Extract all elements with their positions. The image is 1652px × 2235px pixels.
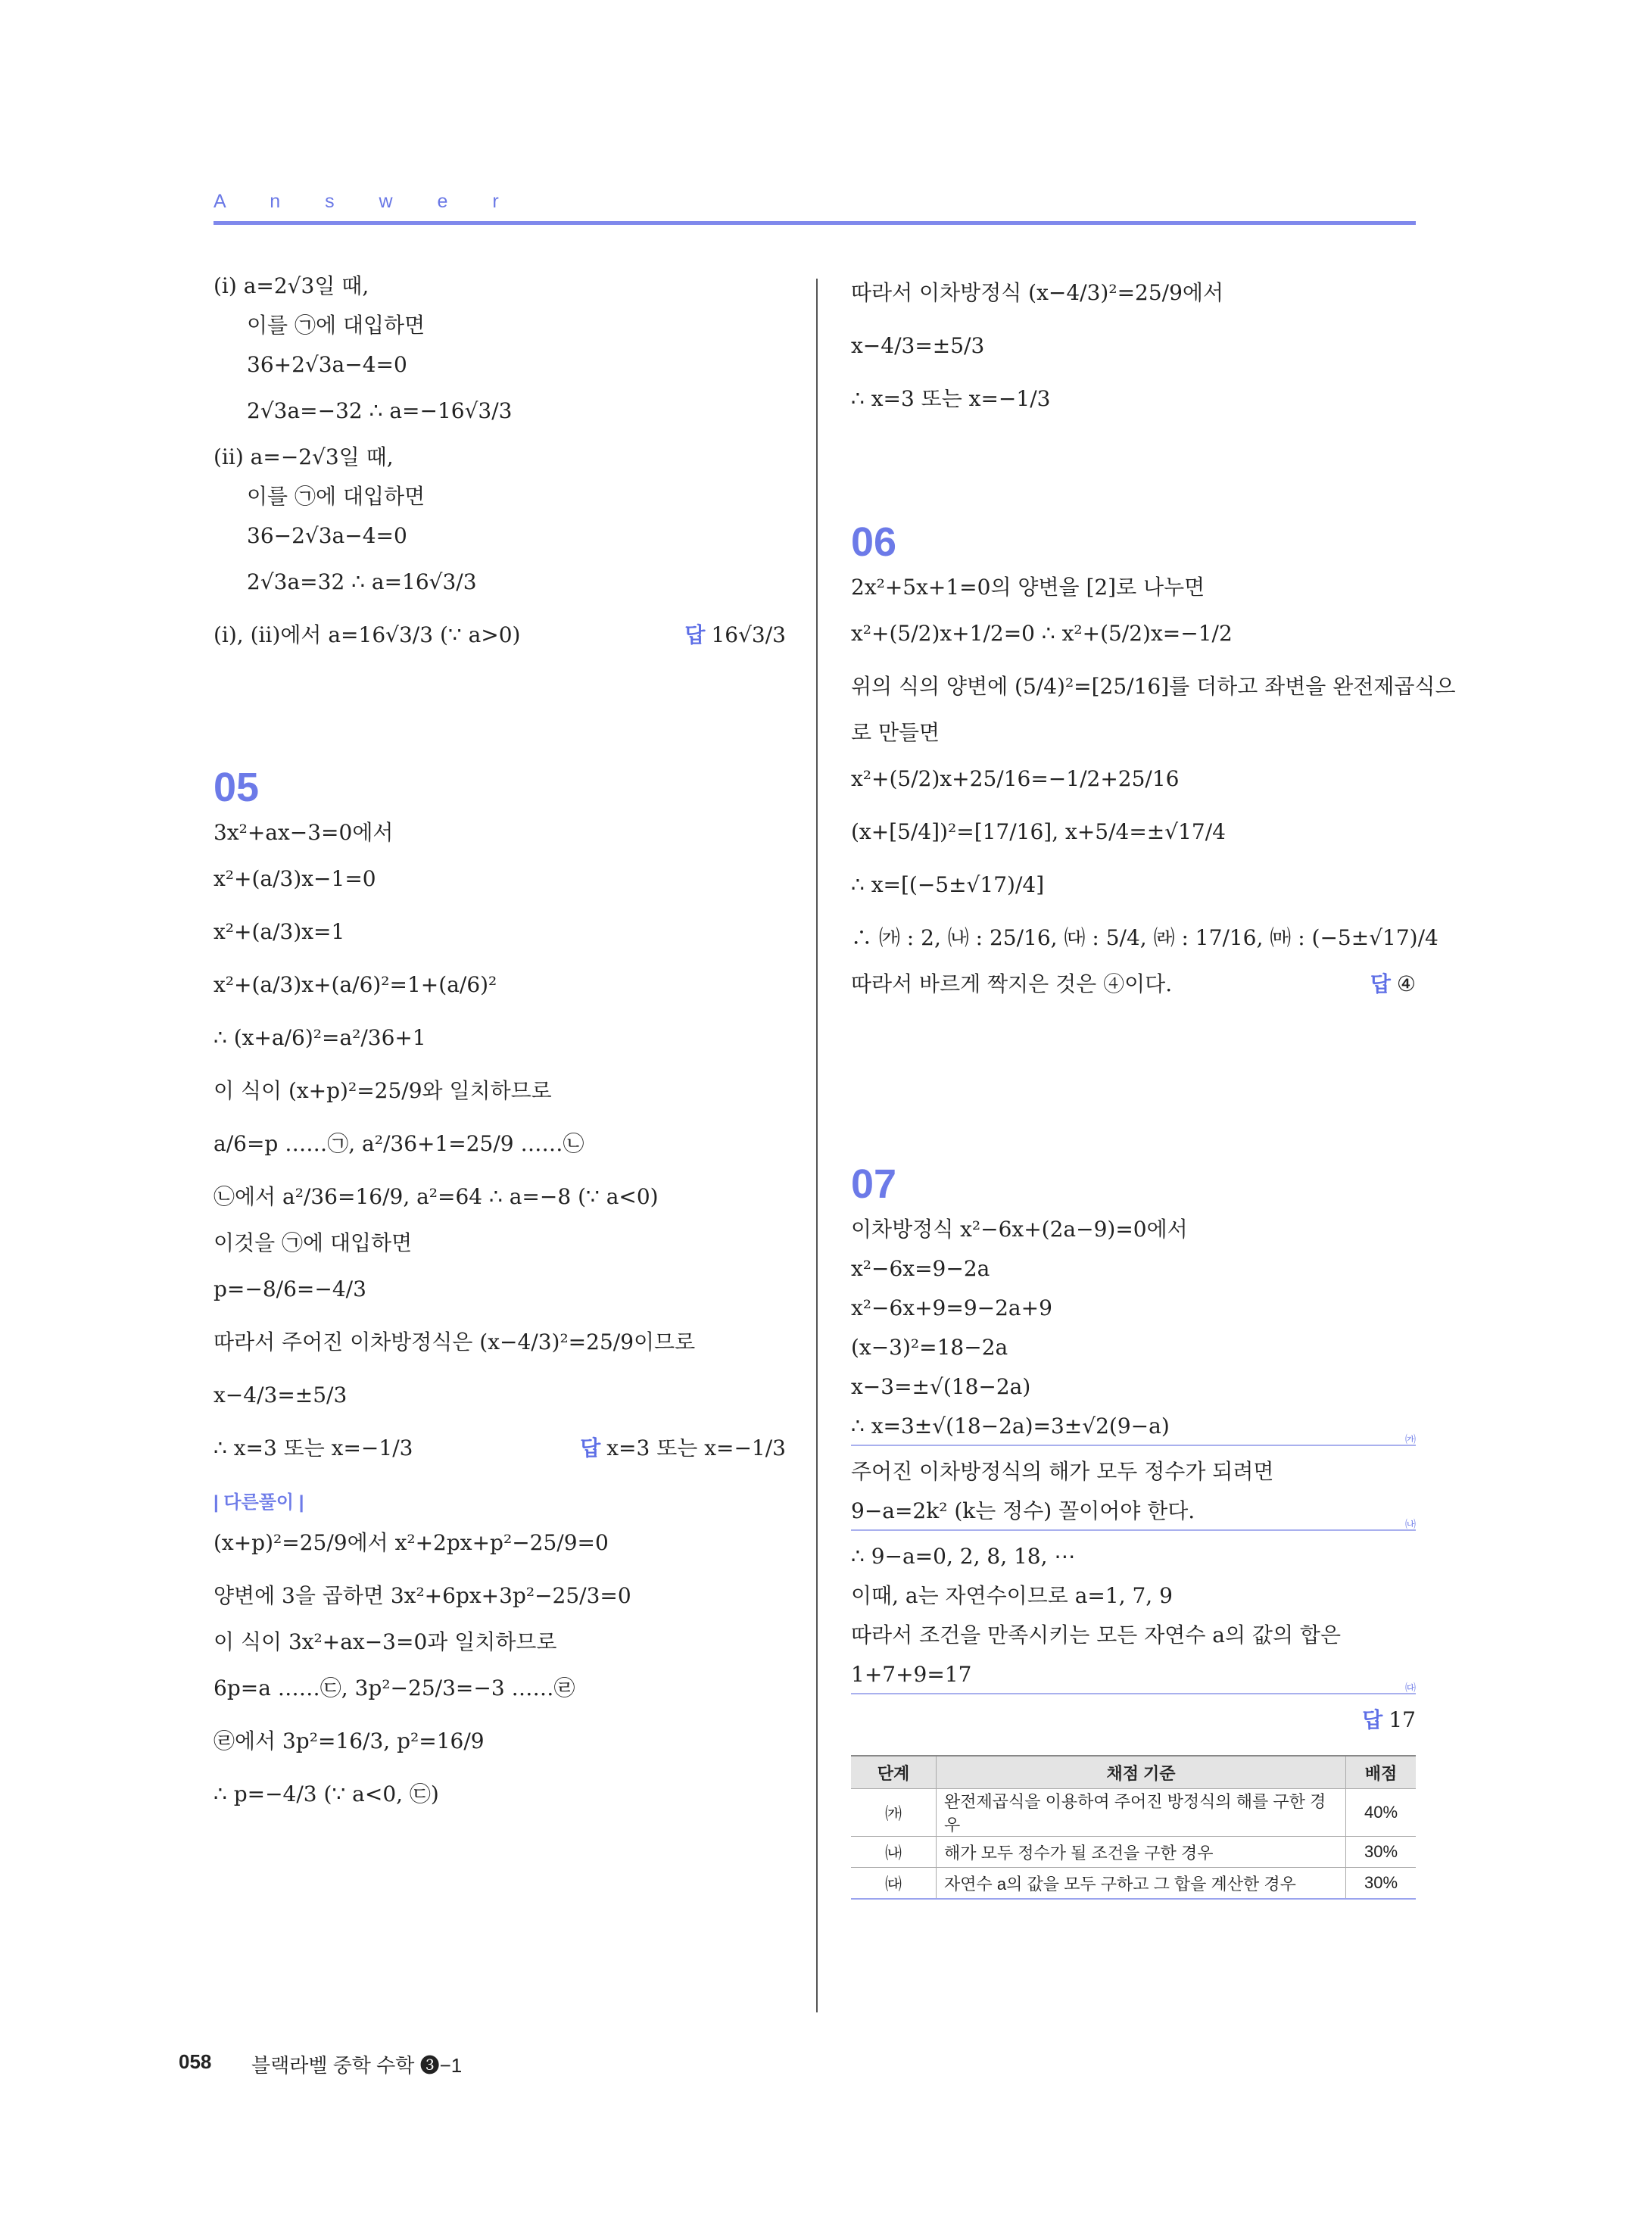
solution-line: 따라서 조건을 만족시키는 모든 자연수 a의 값의 합은 xyxy=(851,1622,1342,1647)
solution-line: 2x²+5x+1=0의 양변을 [2]로 나누면 xyxy=(851,575,1205,600)
answer-label: 답 xyxy=(1370,972,1391,996)
scoring-table xyxy=(851,1755,1416,1900)
problem-number-07: 07 xyxy=(851,1161,897,1207)
solution-line: 이것을 ㉠에 대입하면 xyxy=(214,1230,413,1255)
marked-solution-line xyxy=(851,1660,1416,1694)
solution-line: x²+(5/2)x+1/2=0 ∴ x²+(5/2)x=−1/2 xyxy=(851,621,1233,646)
answer-value: x=3 또는 x=−1/3 xyxy=(606,1435,786,1460)
solution-line: (ⅱ) a=−2√3일 때, xyxy=(214,444,394,469)
answer-mark xyxy=(684,613,786,657)
table-header: 단계 xyxy=(851,1756,937,1789)
solution-line: ∴ (x+a/6)²=a²/36+1 xyxy=(214,1025,426,1050)
solution-line: 위의 식의 양변에 (5/4)²=[25/16]를 더하고 좌변을 완전제곱식으 xyxy=(851,674,1456,699)
solution-line: ∴ 9−a=0, 2, 8, 18, ⋯ xyxy=(851,1544,1076,1569)
solution-line: 2√3a=32 ∴ a=16√3/3 xyxy=(247,569,477,594)
table-header-row xyxy=(851,1756,1416,1789)
solution-line: 2√3a=−32 ∴ a=−16√3/3 xyxy=(247,398,513,423)
solution-line: 36−2√3a−4=0 xyxy=(247,523,407,548)
solution-line: ㉣에서 3p²=16/3, p²=16/9 xyxy=(214,1728,485,1753)
solution-line: 주어진 이차방정식의 해가 모두 정수가 되려면 xyxy=(851,1459,1274,1484)
step-tag: ㈐ xyxy=(1405,1682,1416,1694)
solution-line xyxy=(214,1426,786,1470)
solution-line: x²+(5/2)x+25/16=−1/2+25/16 xyxy=(851,766,1180,791)
answer-label: 답 xyxy=(684,623,706,647)
right-column xyxy=(851,271,1456,1900)
solution-line: x²+(a/3)x=1 xyxy=(214,919,345,944)
header-rule xyxy=(214,221,1416,225)
table-cell: 30% xyxy=(1346,1837,1417,1868)
solution-line: 이차방정식 x²−6x+(2a−9)=0에서 xyxy=(851,1217,1188,1242)
solution-line: 이를 ㉠에 대입하면 xyxy=(247,484,425,509)
solution-text: 9−a=2k² (k는 정수) 꼴이어야 한다. xyxy=(851,1498,1195,1523)
section-header-label: A n s w e r xyxy=(214,191,519,212)
solution-line: x²+(a/3)x+(a/6)²=1+(a/6)² xyxy=(214,972,497,997)
step-tag: ㈎ xyxy=(1405,1434,1416,1446)
answer-label: 답 xyxy=(1362,1708,1383,1732)
solution-line: 이때, a는 자연수이므로 a=1, 7, 9 xyxy=(851,1583,1173,1608)
table-cell: 40% xyxy=(1346,1789,1417,1837)
table-cell: 완전제곱식을 이용하여 주어진 방정식의 해를 구한 경우 xyxy=(937,1789,1346,1837)
solution-line: 36+2√3a−4=0 xyxy=(247,352,407,377)
answer-mark xyxy=(1370,969,1416,999)
solution-line xyxy=(214,613,786,657)
solution-line: 따라서 주어진 이차방정식은 (x−4/3)²=25/9이므로 xyxy=(214,1329,696,1354)
solution-line: x−4/3=±5/3 xyxy=(851,333,985,358)
table-cell: ㈐ xyxy=(851,1868,937,1900)
solution-line: 이 식이 3x²+ax−3=0과 일치하므로 xyxy=(214,1629,557,1654)
solution-text: 1+7+9=17 xyxy=(851,1662,972,1687)
step-tag: ㈏ xyxy=(1405,1519,1416,1531)
table-cell: 자연수 a의 값을 모두 구하고 그 합을 계산한 경우 xyxy=(937,1868,1346,1900)
solution-line: 3x²+ax−3=0에서 xyxy=(214,820,394,845)
table-cell: ㈎ xyxy=(851,1789,937,1837)
table-cell: 해가 모두 정수가 될 조건을 구한 경우 xyxy=(937,1837,1346,1868)
solution-line: ∴ x=3 또는 x=−1/3 xyxy=(851,386,1051,411)
answer-label: 답 xyxy=(580,1436,601,1460)
solution-line: ㉡에서 a²/36=16/9, a²=64 ∴ a=−8 (∵ a<0) xyxy=(214,1184,659,1209)
other-solution-title: | 다른풀이 | xyxy=(214,1492,304,1513)
solution-line: 이 식이 (x+p)²=25/9와 일치하므로 xyxy=(214,1078,552,1103)
marked-solution-line xyxy=(851,1496,1416,1531)
table-row xyxy=(851,1868,1416,1900)
book-title: 블랙라벨 중학 수학 ❸−1 xyxy=(251,2054,463,2077)
solution-line: 6p=a ……㉢, 3p²−25/3=−3 ……㉣ xyxy=(214,1675,575,1700)
table-cell: ㈏ xyxy=(851,1837,937,1868)
table-cell: 30% xyxy=(1346,1868,1417,1900)
answer-value: 17 xyxy=(1389,1707,1416,1732)
solution-line: p=−8/6=−4/3 xyxy=(214,1276,366,1301)
solution-line: (x+[5/4])²=[17/16], x+5/4=±√17/4 xyxy=(851,819,1226,844)
answer-mark xyxy=(580,1426,786,1470)
solution-line: 로 만들면 xyxy=(851,720,940,745)
solution-text: ∴ x=3 또는 x=−1/3 xyxy=(214,1435,413,1460)
scoring-table-wrap xyxy=(851,1755,1416,1900)
solution-line: a/6=p ……㉠, a²/36+1=25/9 ……㉡ xyxy=(214,1131,584,1156)
solution-text: ∴ x=3±√(18−2a)=3±√2(9−a) xyxy=(851,1414,1170,1439)
page-number: 058 xyxy=(179,2050,212,2073)
solution-text: 따라서 바르게 짝지은 것은 ④이다. xyxy=(851,971,1173,996)
solution-text: (ⅰ), (ⅱ)에서 a=16√3/3 (∵ a>0) xyxy=(214,622,521,647)
solution-line: x²−6x+9=9−2a+9 xyxy=(851,1295,1052,1320)
solution-line: (ⅰ) a=2√3일 때, xyxy=(214,273,369,298)
table-header: 채점 기준 xyxy=(937,1756,1346,1789)
column-divider xyxy=(816,279,818,2012)
solution-line: (x−3)²=18−2a xyxy=(851,1335,1008,1360)
solution-line: x−4/3=±5/3 xyxy=(214,1382,348,1407)
solution-line: ∴ ㈎ : 2, ㈏ : 25/16, ㈐ : 5/4, ㈑ : 17/16, ㈒ : (−5±√17)/4 xyxy=(851,925,1438,950)
solution-line: 이를 ㉠에 대입하면 xyxy=(247,313,425,338)
answer-line xyxy=(851,1705,1416,1735)
solution-line: 양변에 3을 곱하면 3x²+6px+3p²−25/3=0 xyxy=(214,1583,631,1608)
solution-line: 따라서 이차방정식 (x−4/3)²=25/9에서 xyxy=(851,280,1224,305)
solution-line xyxy=(851,969,1416,999)
solution-line: ∴ p=−4/3 (∵ a<0, ㉢) xyxy=(214,1781,439,1806)
problem-number-06: 06 xyxy=(851,519,897,565)
solution-line: x²+(a/3)x−1=0 xyxy=(214,866,376,891)
marked-solution-line xyxy=(851,1411,1416,1446)
solution-line: ∴ x=[(−5±√17)/4] xyxy=(851,872,1045,897)
table-header: 배점 xyxy=(1346,1756,1417,1789)
problem-number-05: 05 xyxy=(214,765,260,810)
left-column xyxy=(214,271,786,1825)
answer-value: 16√3/3 xyxy=(711,622,786,647)
answer-value: ④ xyxy=(1396,971,1416,996)
table-row xyxy=(851,1837,1416,1868)
solution-line: (x+p)²=25/9에서 x²+2px+p²−25/9=0 xyxy=(214,1530,609,1555)
table-row xyxy=(851,1789,1416,1837)
solution-line: x²−6x=9−2a xyxy=(851,1256,990,1281)
solution-line: x−3=±√(18−2a) xyxy=(851,1374,1031,1399)
